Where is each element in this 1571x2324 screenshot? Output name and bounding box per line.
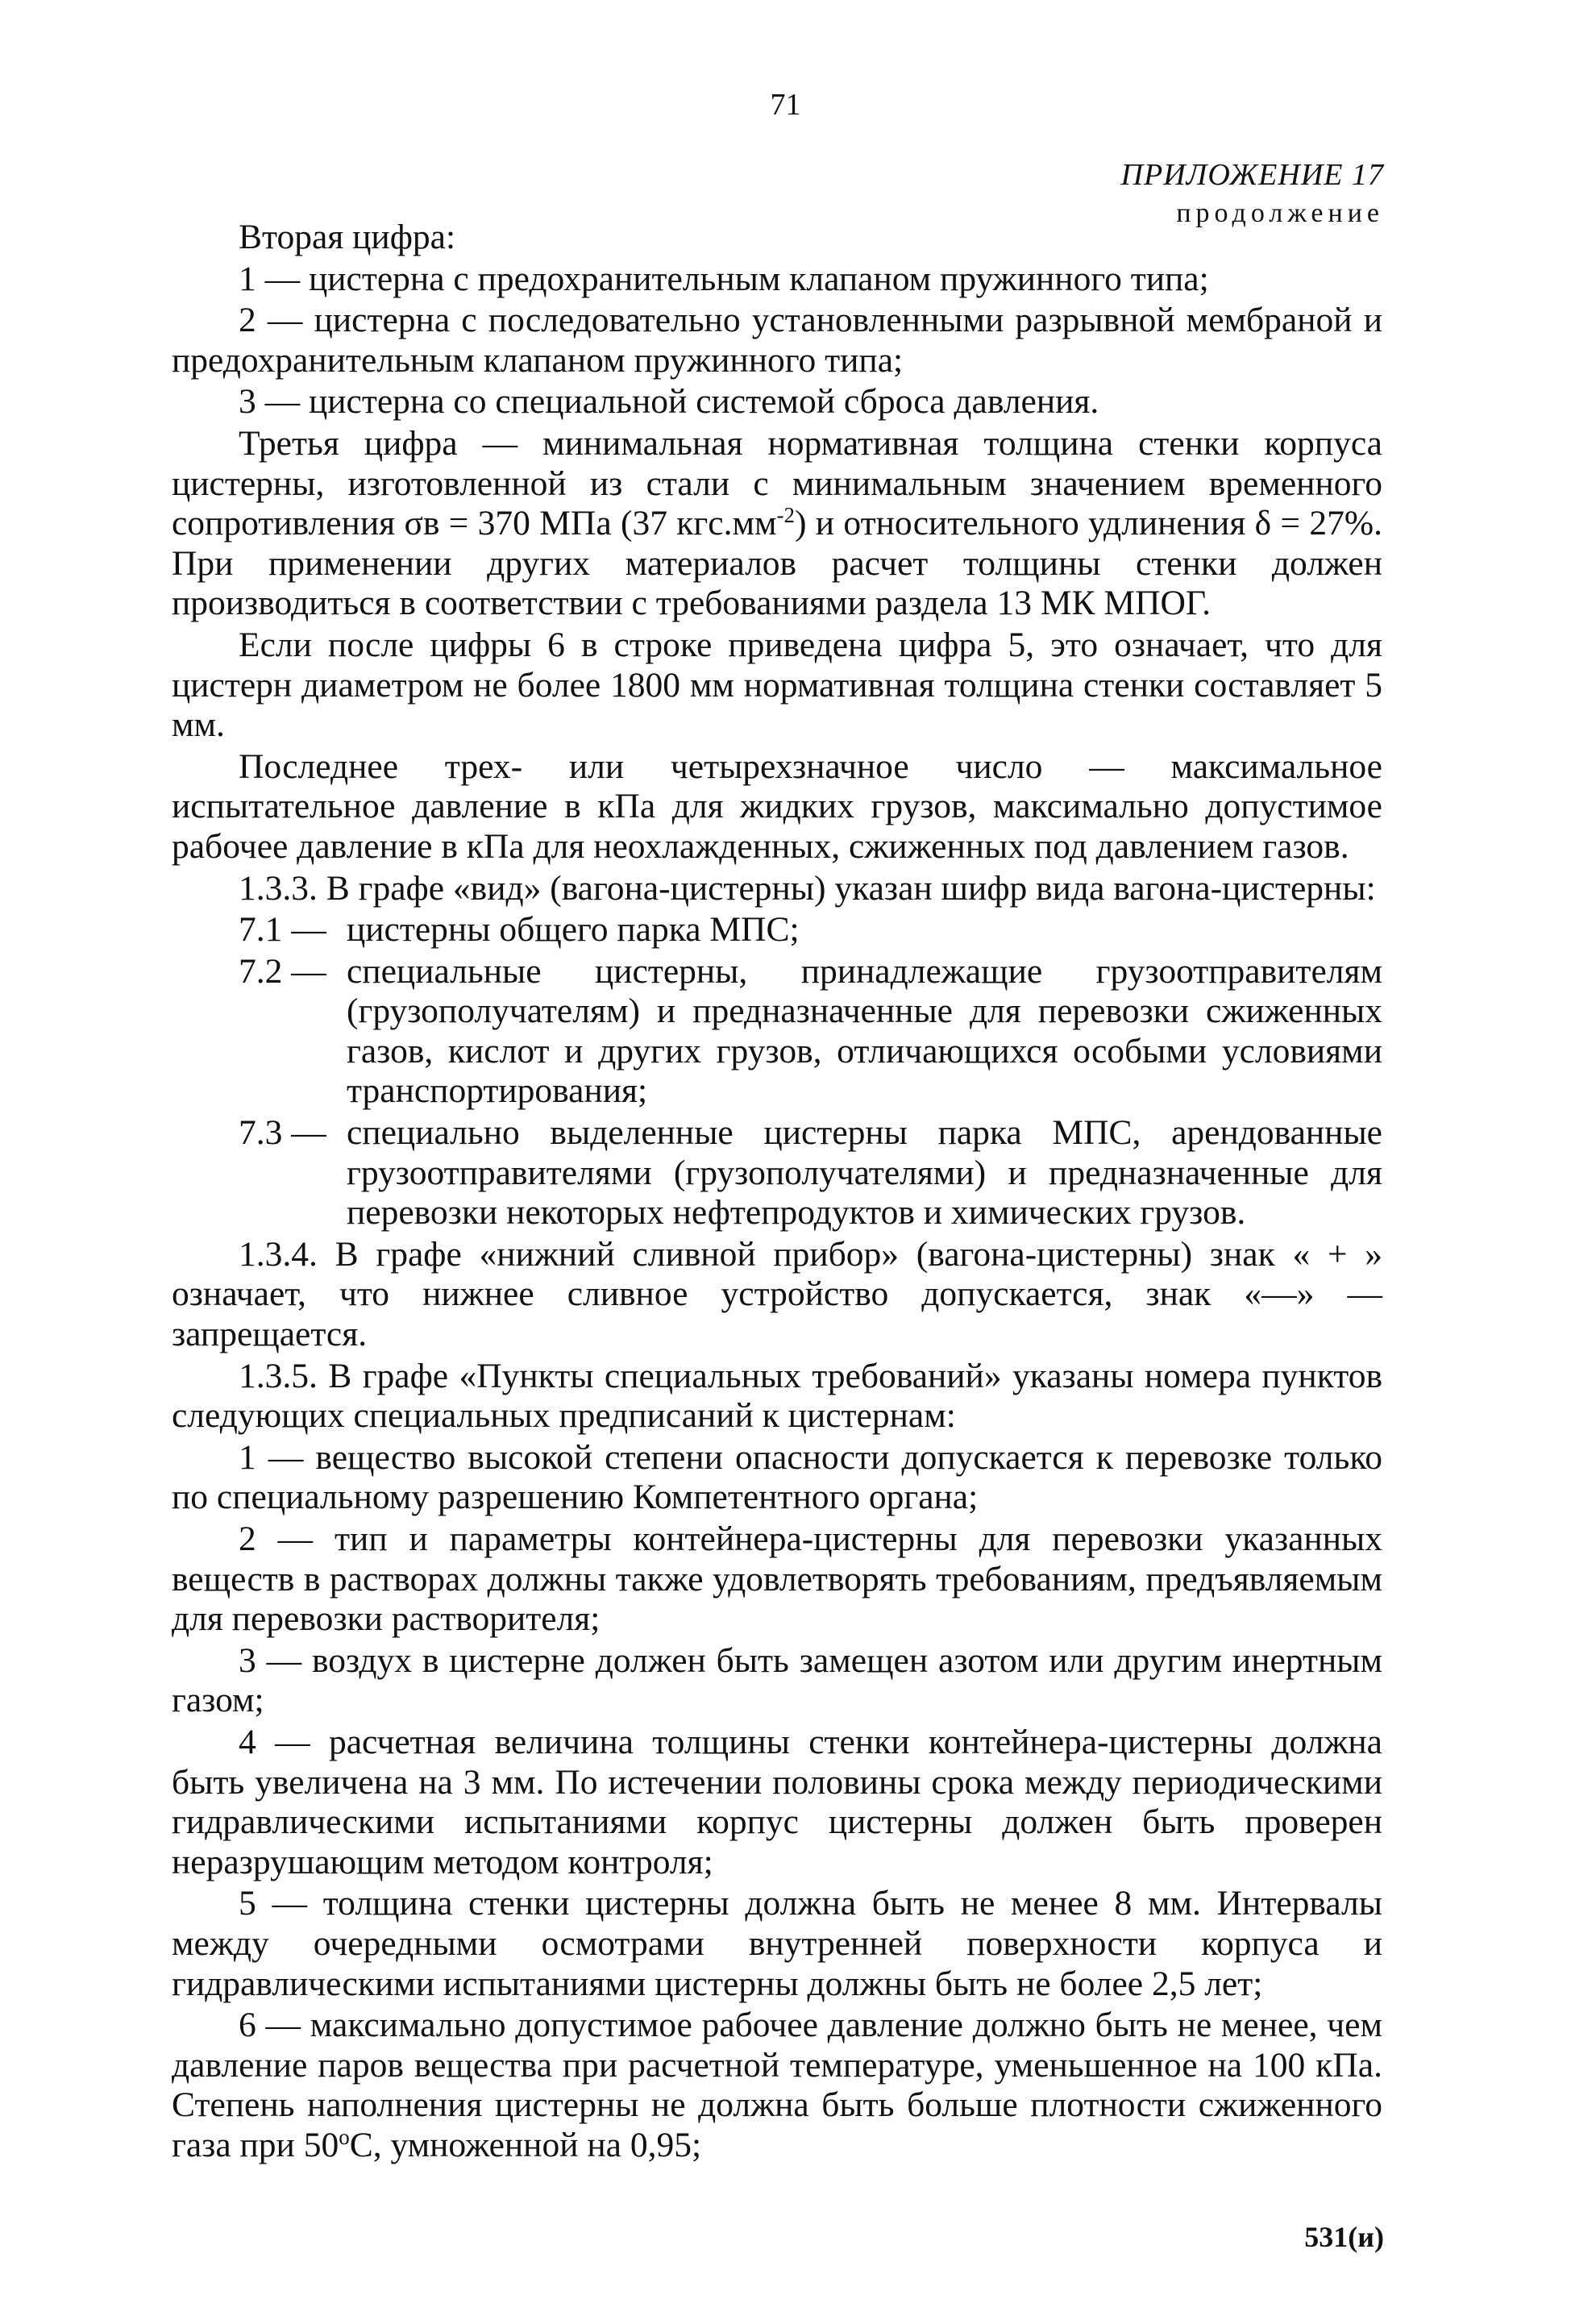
paragraph: 3 — цистерна со специальной системой сброса давления. xyxy=(239,382,1099,422)
paragraph-text: 6 — максимально допустимое рабочее давление должно быть не менее, чем давление паров вещества при расчетной температуре, уменьшенное на 100 кПа. Степень наполнения цистерны не должна быть больше плотности сжиженного газа при 50 xyxy=(172,2006,1382,2164)
list-item xyxy=(172,1113,1382,1233)
appendix-subtitle: продолжение xyxy=(1176,198,1384,228)
paragraph: 1.3.4. В графе «нижний сливной прибор» (вагона-цистерны) знак « + » означает, что нижнее сливное устройство допускается, знак «—» — запрещается. xyxy=(172,1234,1382,1354)
list-item-text: цистерны общего парка МПС; xyxy=(347,910,800,950)
paragraph xyxy=(172,424,1382,624)
list-item-label: 7.2 — xyxy=(239,951,326,991)
paragraph-text: С, умноженной на 0,95; xyxy=(349,2125,702,2164)
list-item-text: специальные цистерны, принадлежащие грузоотправителям (грузополучателям) и предназначенные для перевозки сжиженных газов, кислот и других грузов, отличающихся особыми условиями транспортирования; xyxy=(347,951,1382,1111)
paragraph: Последнее трех- или четырехзначное число — максимальное испытательное давление в кПа для жидких грузов, максимально допустимое рабочее давление в кПа для неохлажденных, сжиженных под давлением газов. xyxy=(172,746,1382,866)
superscript: -2 xyxy=(776,503,795,528)
footer-code: 531(и) xyxy=(1304,2221,1384,2253)
paragraph-text: Третья цифра — минимальная нормативная толщина стенки корпуса цистерны, изготовленной из стали с минимальным значением временного сопротивления σв = 370 МПа (37 кгс.мм xyxy=(172,423,1382,543)
paragraph: 2 — тип и параметры контейнера-цистерны для перевозки указанных веществ в растворах должны также удовлетворять требованиям, предъявляемым для перевозки растворителя; xyxy=(172,1520,1382,1639)
body-text xyxy=(172,218,1382,2166)
page-number: 71 xyxy=(770,88,801,122)
appendix-title: ПРИЛОЖЕНИЕ 17 xyxy=(1120,158,1384,192)
list-item-text: специально выделенные цистерны парка МПС, арендованные грузоотправителями (грузополучателями) и предназначенные для перевозки некоторых нефтепродуктов и химических грузов. xyxy=(347,1113,1382,1233)
list-item-label: 7.3 — xyxy=(239,1113,326,1153)
paragraph: Вторая цифра: xyxy=(239,218,456,256)
paragraph: 5 — толщина стенки цистерны должна быть не менее 8 мм. Интервалы между очередными осмотрами внутренней поверхности корпуса и гидравлическими испытаниями цистерны должны быть не более 2,5 лет; xyxy=(172,1884,1382,2003)
paragraph xyxy=(172,2006,1382,2165)
paragraph: 3 — воздух в цистерне должен быть замещен азотом или другим инертным газом; xyxy=(172,1640,1382,1720)
paragraph: 1.3.5. В графе «Пункты специальных требований» указаны номера пунктов следующих специальных предписаний к цистернам: xyxy=(172,1356,1382,1436)
paragraph: 1 — цистерна с предохранительным клапаном пружинного типа; xyxy=(239,259,1209,298)
list-item xyxy=(172,952,1382,1112)
paragraph: 4 — расчетная величина толщины стенки контейнера-цистерны должна быть увеличена на 3 мм. По истечении половины срока между периодическими гидравлическими испытаниями корпус цистерны должен быть проверен неразрушающим методом контроля; xyxy=(172,1722,1382,1881)
paragraph: 1.3.3. В графе «вид» (вагона-цистерны) указан шифр вида вагона-цистерны: xyxy=(239,868,1376,908)
list-item-label: 7.1 — xyxy=(239,910,326,950)
list-item xyxy=(172,910,1382,950)
paragraph: 2 — цистерна с последовательно установленными разрывной мембраной и предохранительным клапаном пружинного типа; xyxy=(172,301,1382,380)
paragraph: 1 — вещество высокой степени опасности допускается к перевозке только по специальному разрешению Компетентного органа; xyxy=(172,1437,1382,1517)
superscript: о xyxy=(339,2125,350,2150)
paragraph: Если после цифры 6 в строке приведена цифра 5, это означает, что для цистерн диаметром не более 1800 мм нормативная толщина стенки составляет 5 мм. xyxy=(172,625,1382,745)
paragraph-text: ) и относительного удлинения δ = 27%. При применении других материалов расчет толщины стенки должен производиться в соответствии с требованиями раздела 13 МК МПОГ. xyxy=(172,504,1382,623)
